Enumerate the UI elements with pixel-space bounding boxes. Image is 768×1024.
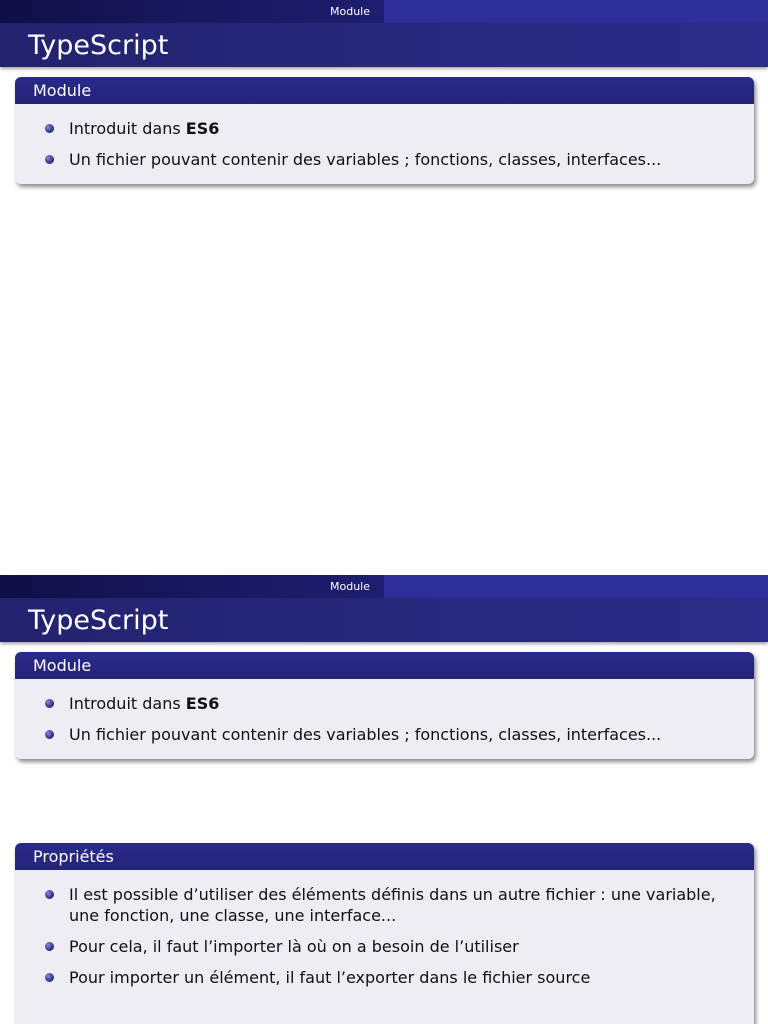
properties-block-title: Propriétés — [15, 843, 754, 870]
bullet-icon — [45, 942, 54, 951]
list-item — [45, 149, 732, 170]
list-item-text: Un fichier pouvant contenir des variables ; fonctions, classes, interfaces... — [69, 150, 662, 169]
list-item-text: Introduit dans ES6 — [69, 119, 220, 138]
list-item — [45, 724, 732, 745]
list-item-text: Introduit dans ES6 — [69, 694, 220, 713]
frame-title: TypeScript — [0, 598, 768, 642]
bullet-icon — [45, 890, 54, 899]
module-block — [15, 77, 754, 184]
module-block-title: Module — [15, 77, 754, 104]
bullet-icon — [45, 155, 54, 164]
list-item — [45, 118, 732, 139]
section-label: Module — [0, 575, 384, 598]
list-item-text: Pour cela, il faut l’importer là où on a besoin de l’utiliser — [69, 937, 519, 956]
module-block — [15, 652, 754, 759]
headline-bar — [0, 575, 768, 598]
slide-2 — [0, 575, 768, 1024]
module-block-body — [15, 104, 754, 184]
frame-title: TypeScript — [0, 23, 768, 67]
list-item-text: Un fichier pouvant contenir des variables ; fonctions, classes, interfaces... — [69, 725, 662, 744]
section-label: Module — [0, 0, 384, 23]
headline-bar — [0, 0, 768, 23]
headline-right-panel — [384, 575, 768, 598]
list-item — [45, 936, 732, 957]
module-block-body — [15, 679, 754, 759]
headline-right-panel — [384, 0, 768, 23]
bullet-icon — [45, 730, 54, 739]
properties-block-body — [15, 870, 754, 1024]
properties-block — [15, 843, 754, 1024]
module-block-title: Module — [15, 652, 754, 679]
bullet-icon — [45, 973, 54, 982]
bullet-icon — [45, 699, 54, 708]
list-item — [45, 693, 732, 714]
list-item — [45, 967, 732, 988]
bullet-icon — [45, 124, 54, 133]
list-item — [45, 884, 732, 926]
list-item-text: Il est possible d’utiliser des éléments définis dans un autre fichier : une variable, une fonction, une classe, une interface... — [69, 885, 716, 925]
list-item-text: Pour importer un élément, il faut l’exporter dans le fichier source — [69, 968, 591, 987]
